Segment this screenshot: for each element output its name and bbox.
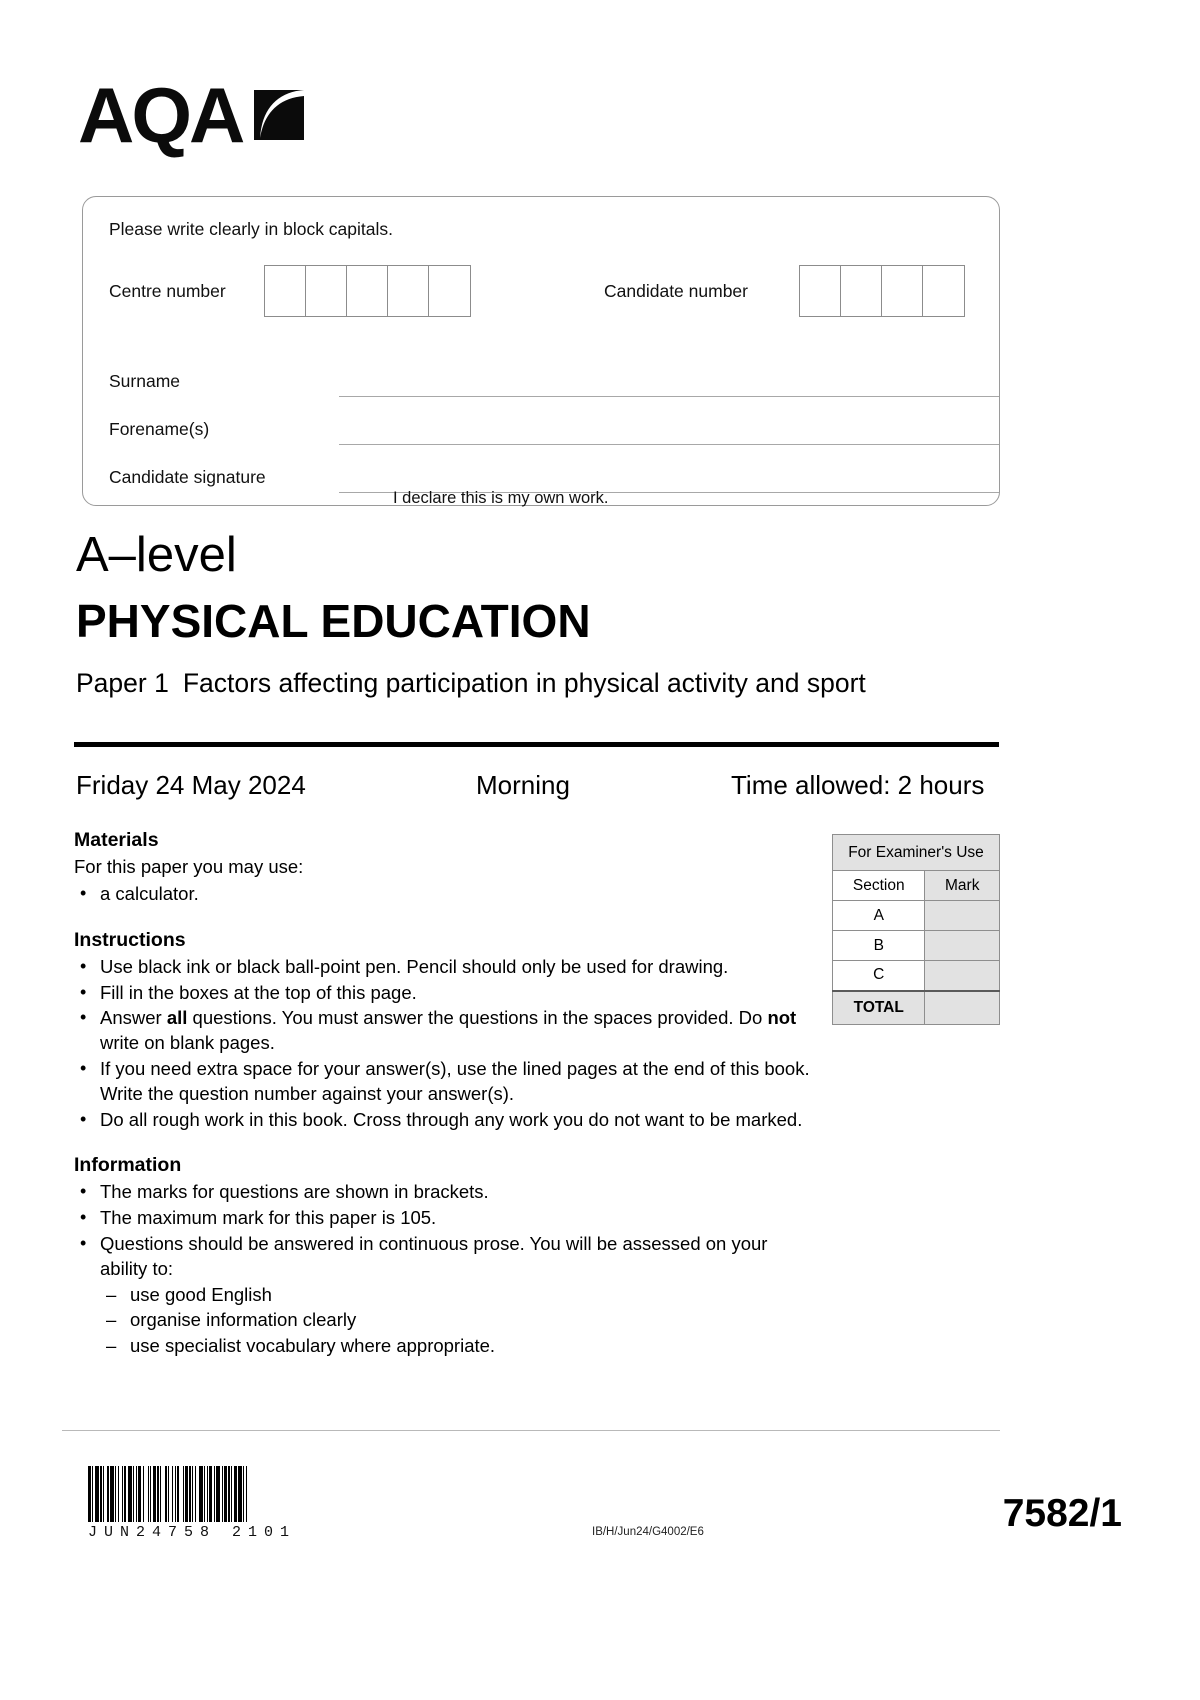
- information-item-text: Questions should be answered in continuous prose. You will be assessed on your ability to:: [100, 1232, 768, 1279]
- list-item: [74, 1057, 814, 1107]
- aqa-leaf-icon: [248, 84, 310, 151]
- barcode-image: [88, 1466, 436, 1522]
- table-row: [833, 871, 1000, 901]
- centre-number-cell[interactable]: [388, 266, 429, 316]
- total-label: TOTAL: [833, 991, 925, 1025]
- forenames-label: Forename(s): [109, 419, 210, 439]
- centre-number-label: Centre number: [109, 280, 226, 301]
- qualification-title: A–level: [76, 528, 237, 582]
- mark-field-b[interactable]: [925, 931, 1000, 961]
- information-item-text: The maximum mark for this paper is 105.: [100, 1207, 437, 1229]
- list-item: [74, 882, 814, 907]
- materials-item-text: a calculator.: [100, 882, 199, 904]
- centre-number-group: [109, 265, 471, 317]
- list-item: [74, 1006, 814, 1056]
- name-fields: [109, 349, 999, 493]
- section-label-a: A: [833, 901, 925, 931]
- candidate-signature-label: Candidate signature: [109, 467, 266, 487]
- exam-session: Morning: [476, 770, 570, 800]
- list-item: [74, 981, 814, 1006]
- mark-field-a[interactable]: [925, 901, 1000, 931]
- instructions-list: [74, 955, 814, 1132]
- instruction-item-text: Use black ink or black ball-point pen. Pencil should only be used for drawing.: [100, 955, 729, 977]
- footer-divider: [62, 1430, 1000, 1431]
- number-fields-row: [109, 265, 999, 327]
- table-row: [833, 931, 1000, 961]
- list-item: [74, 1206, 814, 1231]
- candidate-details-box: [82, 196, 1000, 506]
- list-item: [74, 1180, 814, 1205]
- aqa-logo: [78, 71, 310, 159]
- instruction-item-text: If you need extra space for your answer(s), use the lined pages at the end of this book. Write the question number against your answer(s).: [100, 1057, 810, 1104]
- forenames-row: [109, 397, 999, 445]
- list-item: [106, 1308, 814, 1333]
- forenames-input[interactable]: [339, 443, 999, 445]
- signature-row: [109, 445, 999, 493]
- barcode-digits: JUN24758 2101: [88, 1524, 297, 1541]
- candidate-number-input[interactable]: [799, 265, 965, 317]
- instruction-item-text: Answer all questions. You must answer the questions in the spaces provided. Do not write on blank pages.: [100, 1007, 797, 1054]
- candidate-number-cell[interactable]: [841, 266, 882, 316]
- centre-number-cell[interactable]: [429, 266, 470, 316]
- materials-list: [74, 882, 814, 907]
- examiner-table-title: For Examiner's Use: [833, 835, 1000, 871]
- list-item: [74, 1108, 814, 1133]
- list-item: [74, 955, 814, 980]
- list-item: [74, 1232, 814, 1282]
- column-header-mark: Mark: [925, 871, 1000, 901]
- instruction-item-text: Fill in the boxes at the top of this page.: [100, 981, 417, 1003]
- table-row: [833, 961, 1000, 991]
- information-sub-list: [74, 1283, 814, 1359]
- mark-field-c[interactable]: [925, 961, 1000, 991]
- information-sub-item-text: use specialist vocabulary where appropriate.: [130, 1335, 496, 1357]
- information-list: [74, 1180, 814, 1281]
- surname-input[interactable]: [339, 395, 999, 397]
- subject-title: PHYSICAL EDUCATION: [76, 595, 591, 647]
- information-sub-item-text: organise information clearly: [130, 1309, 357, 1331]
- candidate-number-group: [604, 265, 965, 317]
- exam-time-allowed: Time allowed: 2 hours: [731, 770, 985, 800]
- candidate-number-label: Candidate number: [604, 280, 748, 301]
- centre-number-cell[interactable]: [347, 266, 388, 316]
- paper-subtitle: [76, 668, 866, 699]
- surname-label: Surname: [109, 371, 181, 391]
- materials-heading: Materials: [74, 829, 159, 851]
- candidate-number-cell[interactable]: [923, 266, 964, 316]
- information-heading: Information: [74, 1154, 182, 1177]
- cover-instructions-content: [74, 827, 814, 1360]
- centre-number-cell[interactable]: [265, 266, 306, 316]
- centre-number-cell[interactable]: [306, 266, 347, 316]
- block-capitals-instruction: Please write clearly in block capitals.: [109, 219, 394, 239]
- materials-intro: For this paper you may use:: [74, 856, 304, 878]
- declaration-text: I declare this is my own work.: [393, 489, 609, 507]
- examiner-use-table: [832, 834, 1000, 1025]
- title-divider: [74, 742, 999, 747]
- ib-reference: IB/H/Jun24/G4002/E6: [592, 1526, 704, 1538]
- section-label-c: C: [833, 961, 925, 991]
- paper-code: 7582/1: [1002, 1492, 1122, 1535]
- centre-number-input[interactable]: [264, 265, 471, 317]
- instructions-heading: Instructions: [74, 928, 186, 951]
- information-sub-item-text: use good English: [130, 1283, 272, 1305]
- surname-row: [109, 349, 999, 397]
- paper-title: Factors affecting participation in physical activity and sport: [182, 668, 866, 698]
- mark-field-total[interactable]: [925, 991, 1000, 1025]
- aqa-logo-text: AQA: [78, 71, 243, 159]
- section-label-b: B: [833, 931, 925, 961]
- information-item-text: The marks for questions are shown in brackets.: [100, 1181, 489, 1203]
- instruction-item-text: Do all rough work in this book. Cross through any work you do not want to be marked.: [100, 1108, 803, 1130]
- paper-number: Paper 1: [76, 668, 169, 698]
- exam-date: Friday 24 May 2024: [76, 770, 306, 800]
- list-item: [106, 1283, 814, 1308]
- table-row: [833, 901, 1000, 931]
- candidate-number-cell[interactable]: [882, 266, 923, 316]
- table-row: [833, 991, 1000, 1025]
- table-row: [833, 835, 1000, 871]
- candidate-number-cell[interactable]: [800, 266, 841, 316]
- column-header-section: Section: [833, 871, 925, 901]
- list-item: [106, 1334, 814, 1359]
